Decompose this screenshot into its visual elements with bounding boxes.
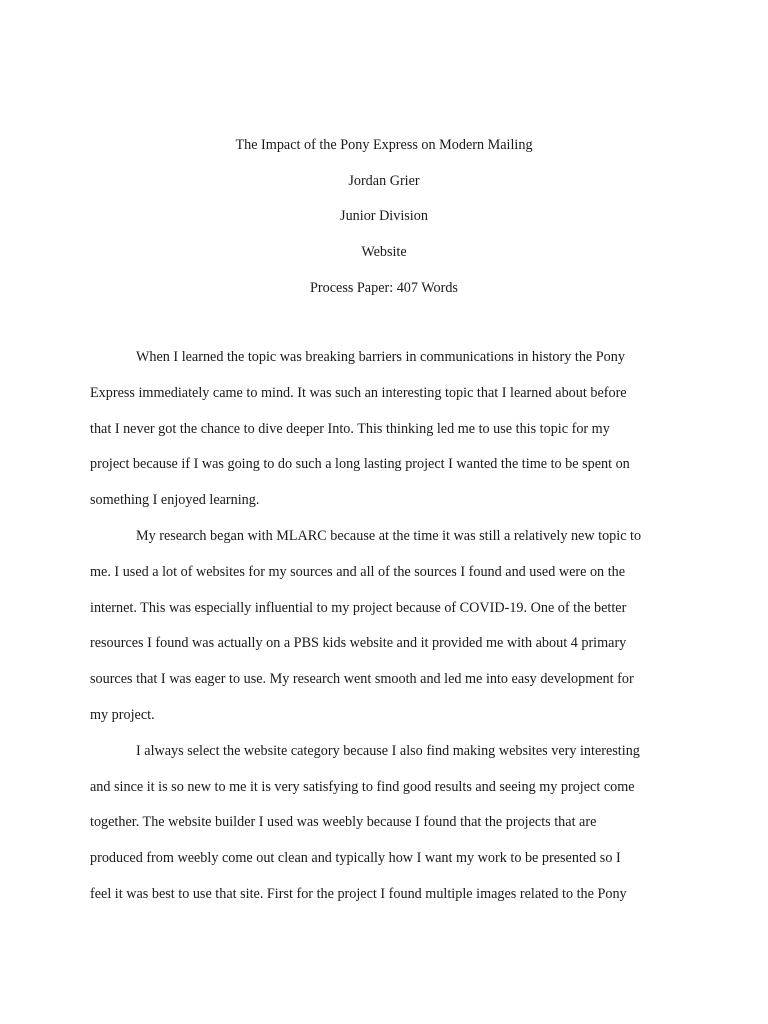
paragraph-line: I always select the website category because I also find making websites very interesting [136,742,640,759]
paragraph-line: together. The website builder I used was weebly because I found that the projects that are [90,814,597,831]
paragraph-line: something I enjoyed learning. [90,492,260,509]
paragraph-line: project because if I was going to do such a long lasting project I wanted the time to be spent on [90,456,630,473]
paragraph-line: produced from weebly come out clean and typically how I want my work to be presented so I [90,850,621,867]
paragraph-line: my project. [90,706,155,723]
paragraph-1 [90,340,674,519]
paragraph-line: that I never got the chance to dive deeper Into. This thinking led me to use this topic for my [90,420,610,437]
paragraph-line: me. I used a lot of websites for my sources and all of the sources I found and used were on the [90,563,626,580]
author-name: Jordan Grier [348,172,420,189]
word-count: Process Paper: 407 Words [310,279,458,296]
paragraph-line: internet. This was especially influential to my project because of COVID-19. One of the better [90,599,627,616]
division-label: Junior Division [340,208,428,225]
paragraph-line: resources I found was actually on a PBS kids website and it provided me with about 4 primary [90,635,627,652]
paragraph-line: My research began with MLARC because at the time it was still a relatively new topic to [136,527,642,544]
category-label: Website [361,244,407,261]
paper-title: The Impact of the Pony Express on Modern Mailing [235,137,533,153]
paragraph-2 [90,519,674,734]
paragraph-line: sources that I was eager to use. My research went smooth and led me into easy development for [90,671,634,688]
paragraph-line: When I learned the topic was breaking barriers in communications in history the Pony [136,349,625,365]
paragraph-3 [90,734,674,913]
paragraph-line: Express immediately came to mind. It was such an interesting topic that I learned about before [90,384,627,401]
paragraph-line: and since it is so new to me it is very satisfying to find good results and seeing my project come [90,778,635,795]
title-block [0,128,768,306]
paragraph-line: feel it was best to use that site. First for the project I found multiple images related to the Pony [90,885,627,902]
body-text [90,340,674,913]
